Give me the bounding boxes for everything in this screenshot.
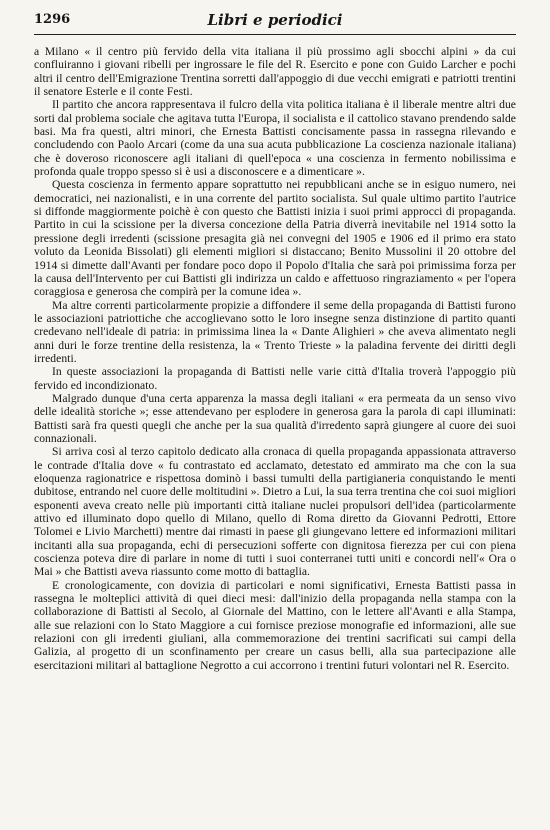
paragraph: In queste associazioni la propaganda di Battisti nelle varie città d'Italia troverà l'appoggio più fervido ed incondizionato. [34,365,516,392]
running-title: Libri e periodici [207,11,343,29]
header-rule [34,34,516,35]
paragraph: Il partito che ancora rappresentava il fulcro della vita politica italiana è il liberale mentre altri due sorti dal problema sociale che agitava tutta l'Europa, il socialista e il cattolico stavano prendendo salde basi. Ma fra questi, altri minori, che Ernesta Battisti concisamente passa in rassegna rilevando e concludendo con Paolo Arcari (come da una sua acuta pubblicazione La coscienza nazionale italiana) che è doveroso riconoscere agli italiani di quell'epoca « una coscienza in fermento nobilissima e profonda quale troppo spesso si è usi a disconoscere e a dimenticare ». [34,98,516,179]
paragraph: Ma altre correnti particolarmente propizie a diffondere il seme della propaganda di Battisti furono le associazioni patriottiche che accoglievano sotto le loro insegne senza distinzione di partito quanti credevano nell'ideale di patria: in primissima linea la « Dante Alighieri » che aveva alimentato negli anni duri le forze trentine della resistenza, la « Trento Trieste » la paladina fervente dei diritti degli irredenti. [34,298,516,365]
page-number: 1296 [34,12,71,27]
paragraph: Questa coscienza in fermento appare soprattutto nei repubblicani anche se in esiguo numero, nei democratici, nei nazionalisti, e in una corrente del partito socialista. Sul quale ultimo partito l'autrice si diffonde maggiormente poichè è con questo che Battisti inizia i suoi primi approcci di propaganda. Partito in cui la scissione per la diversa concezione della Patria diverrà inevitabile nel 1914 sotto la pressione degli irredenti (scissione presagita già nei convegni del 1905 e 1906 ed il primo era stato voluto da Leonida Bissolati) gli elementi migliori si distaccano; Benito Mussolini il 20 ottobre del 1914 si dimette dall'Avanti per fondare poco dopo il Popolo d'Italia che sarà poi primissima forza per la causa dell'Intervento per cui Battisti gli indirizza un caldo e affettuoso ringraziamento « per l'opera coraggiosa e generosa che compirà per la comune idea ». [34,178,516,299]
body-text [34,45,516,672]
running-header [34,10,516,32]
paragraph: Malgrado dunque d'una certa apparenza la massa degli italiani « era permeata da un senso vivo delle idealità storiche »; esse attendevano per esplodere in generosa gara la parola di capi illuminati: Battisti sarà fra questi quegli che anche per la sua qualità d'irredento saprà giungere al cuore dei suoi connazionali. [34,391,516,445]
paragraph: a Milano « il centro più fervido della vita italiana il più prossimo agli sbocchi alpini » da cui confluiranno i giovani ribelli per ingrossare le file del R. Esercito e pone con Guido Larcher e pochi altri il centro dell'Emigrazione Trentina sorretti dall'appoggio di due vecchi emigrati e patriotti trentini il senatore Esterle e il conte Festi. [34,45,516,99]
paragraph: Si arriva così al terzo capitolo dedicato alla cronaca di quella propaganda appassionata attraverso le contrade d'Italia dove « fu contrastato ed acclamato, detestato ed ammirato ma che con la sua eloquenza ragionatrice e rispettosa dominò i bassi tumulti della partigianeria conquistando le menti dubitose, entrando nel cuore delle moltitudini ». Dietro a Lui, la sua terra trentina che coi suoi migliori esponenti aveva creato nelle più importanti città italiane nuclei propulsori dell'idea (particolarmente attivo ed illuminato dopo quello di Milano, quello di Roma diretto da Giovanni Pedrotti, Ettore Tolomei e Livio Marchetti) mentre dai rimasti in paese gli giungevano lettere ed informazioni militari incitanti alla sua propaganda, echi di persecuzioni sofferte con dignitosa fierezza per cui con piena coscienza poteva dire di parlare in nome di tutti i suoi conterranei tutti uniti e concordi nell'« Ora o Mai » che Battisti aveva riassunto come motto di battaglia. [34,445,516,579]
paragraph: E cronologicamente, con dovizia di particolari e nomi significativi, Ernesta Battisti passa in rassegna le molteplici attività di quei dieci mesi: dall'inizio della propaganda nella stampa con la collaborazione di Battisti al Secolo, al Giornale del Mattino, con le lettere all'Avanti e alla Stampa, alle sue relazioni con lo Stato Maggiore a cui fornisce preziose monografie ed informazioni, alle sue relazioni con gli irredenti giuliani, alla commemorazione dei trentini sacrificati sui campi della Galizia, al progetto di un sconfinamento per creare un casus belli, alla sua partecipazione alle esercitazioni militari al battaglione Negrotto a cui accorrono i trentini futuri volontari nel R. Esercito. [34,578,516,672]
